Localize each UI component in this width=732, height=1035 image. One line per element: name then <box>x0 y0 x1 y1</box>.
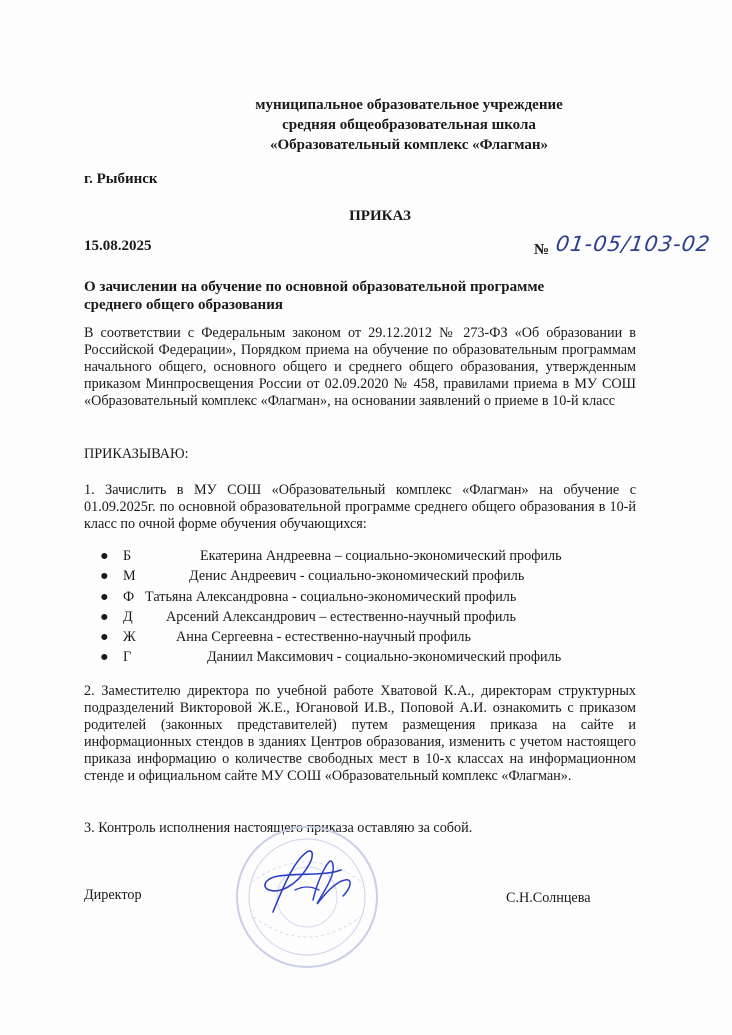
director-signature <box>255 842 365 922</box>
institution-header <box>0 95 732 155</box>
student-surname: Д <box>123 608 133 625</box>
student-surname: Б <box>123 548 132 564</box>
list-item <box>100 649 660 669</box>
bullet-icon: ● <box>100 649 109 666</box>
student-details: Арсений Александрович – естественно-научный профиль <box>166 608 516 625</box>
order-word: ПРИКАЗЫВАЮ: <box>84 446 189 462</box>
document-type: ПРИКАЗ <box>349 208 411 224</box>
student-details: Даниил Максимович - социально-экономический профиль <box>207 649 562 666</box>
director-label: Директор <box>84 887 142 903</box>
student-surname: Ж <box>123 629 136 646</box>
list-item <box>100 568 660 588</box>
item-2-paragraph: 2. Заместителю директора по учебной работе Хватовой К.А., директорам структурных подразделений Викторовой Ж.Е., Югановой И.В., Поповой А.И. ознакомить с приказом родителей (законных представителей) путем размещения приказа на сайте и информационных стендов в зданиях Центров образования, изменить с учетом настоящего приказа информацию о количестве свободных мест в 10-х классах на информационном стенде и официальном сайте МУ СОШ «Образовательный комплекс «Флагман». <box>84 683 636 784</box>
signer-name: С.Н.Солнцева <box>506 890 591 906</box>
order-subject <box>84 278 554 314</box>
student-surname: Ф <box>123 588 135 605</box>
students-list <box>100 548 660 670</box>
order-number-handwritten: 01-05/103-02 <box>554 232 713 256</box>
student-details: Татьяна Александровна - социально-экономический профиль <box>145 588 517 605</box>
header-line-1: муниципальное образовательное учреждение <box>255 97 563 113</box>
order-date: 15.08.2025 <box>84 238 152 254</box>
bullet-icon: ● <box>100 588 109 605</box>
list-item <box>100 589 660 609</box>
bullet-icon: ● <box>100 629 109 646</box>
student-details: Денис Андреевич - социально-экономический профиль <box>189 568 525 585</box>
order-number-label: № <box>534 242 550 258</box>
bullet-icon: ● <box>100 548 109 564</box>
item-1-paragraph: 1. Зачислить в МУ СОШ «Образовательный комплекс «Флагман» на обучение с 01.09.2025г. по основной образовательной программе среднего общего образования в 10-й класс по очной форме обучения обучающихся: <box>84 482 636 532</box>
header-line-2: средняя общеобразовательная школа <box>282 117 536 133</box>
city: г. Рыбинск <box>84 171 158 187</box>
preamble-paragraph: В соответствии с Федеральным законом от 29.12.2012 № 273-ФЗ «Об образовании в Российской Федерации», Порядком приема на обучение по образовательным программам начального общего, основного общего и среднего общего образования, утвержденным приказом Минпросвещения России от 02.09.2020 № 458, правилами приема в МУ СОШ «Образовательный комплекс «Флагман», на основании заявлений о приеме в 10-й класс <box>84 325 636 409</box>
student-surname: М <box>123 568 136 585</box>
student-details: Екатерина Андреевна – социально-экономический профиль <box>200 548 562 564</box>
header-line-3: «Образовательный комплекс «Флагман» <box>269 137 549 153</box>
subject-line-2: среднего общего образования <box>84 297 283 313</box>
item-3-paragraph: 3. Контроль исполнения настоящего приказа оставляю за собой. <box>84 820 473 836</box>
student-details: Анна Сергеевна - естественно-научный профиль <box>176 629 471 646</box>
subject-line-1: О зачислении на обучение по основной образовательной программе <box>84 279 545 295</box>
student-surname: Г <box>123 649 132 666</box>
bullet-icon: ● <box>100 608 109 625</box>
list-item <box>100 548 660 568</box>
bullet-icon: ● <box>100 568 109 585</box>
list-item <box>100 609 660 629</box>
list-item <box>100 629 660 649</box>
